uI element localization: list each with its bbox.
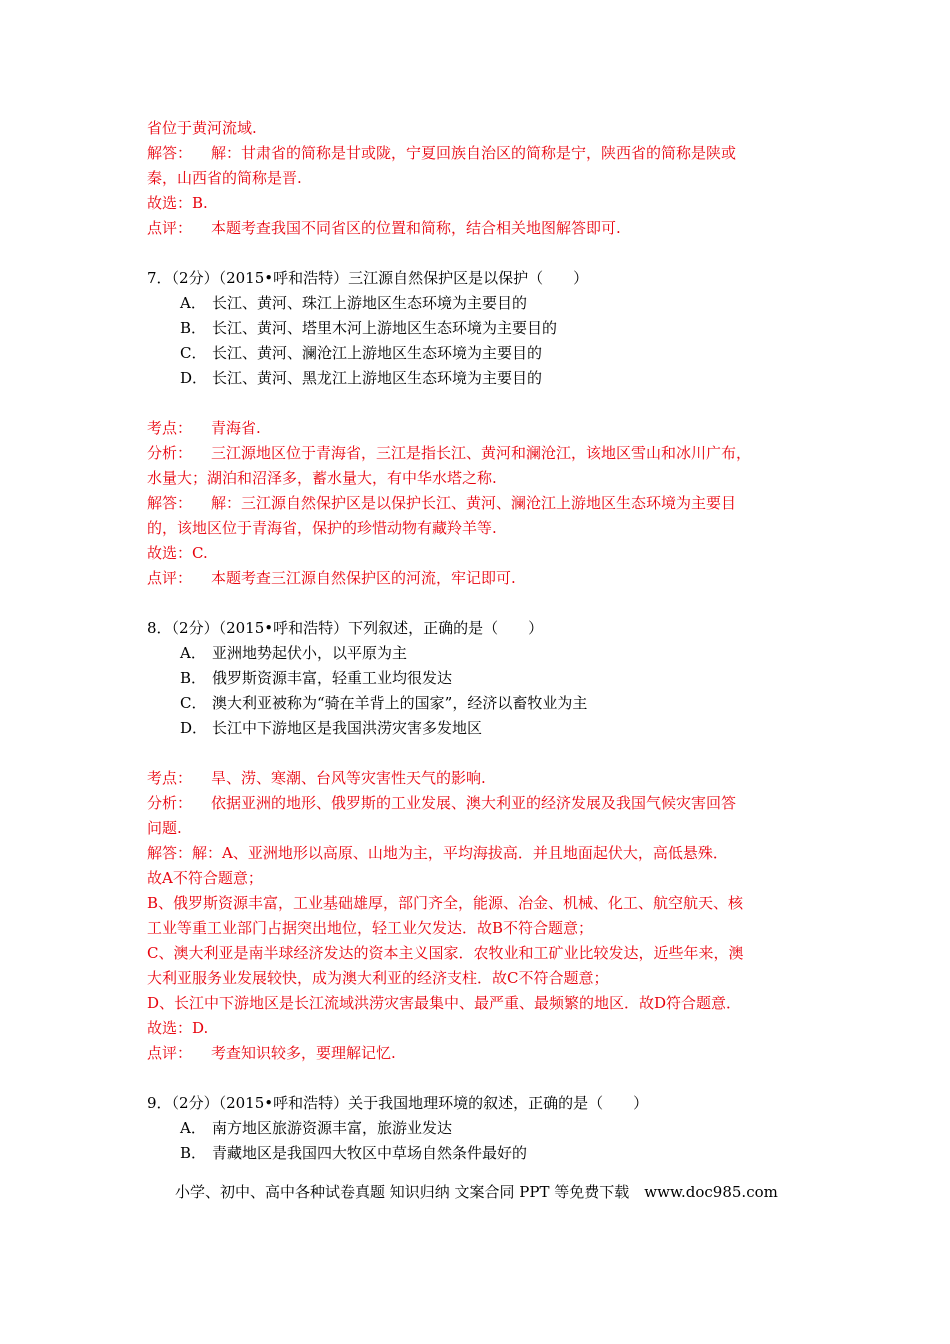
page-footer: 小学、初中、高中各种试卷真题 知识归纳 文案合同 PPT 等免费下载 www.doc985.com — [175, 1183, 778, 1201]
analysis-line: 水量大；湖泊和沼泽多，蓄水量大，有中华水塔之称. — [147, 469, 497, 487]
choice-line: 故选：C. — [147, 544, 208, 562]
option-c — [180, 693, 588, 713]
review-label: 点评： — [147, 569, 193, 587]
option-key: D． — [180, 369, 208, 387]
option-key: A． — [180, 294, 206, 312]
option-text: 南方地区旅游资源丰富，旅游业发达 — [212, 1119, 453, 1137]
answer-line — [147, 843, 728, 863]
option-text: 青藏地区是我国四大牧区中草场自然条件最好的 — [212, 1144, 528, 1162]
option-key: D． — [180, 719, 208, 737]
answer-line: 工业等重工业部门占据突出地位，轻工业欠发达．故B不符合题意； — [147, 919, 594, 937]
option-text: 澳大利亚被称为“骑在羊背上的国家”，经济以畜牧业为主 — [212, 694, 588, 712]
analysis-label: 分析： — [147, 444, 193, 462]
analysis-line — [147, 443, 751, 463]
option-text: 亚洲地势起伏小，以平原为主 — [212, 644, 408, 662]
analysis-text: 三江源地区位于青海省，三江是指长江、黄河和澜沧江，该地区雪山和冰川广布， — [211, 444, 752, 462]
answer-text: 解：甘肃省的简称是甘或陇，宁夏回族自治区的简称是宁，陕西省的简称是陕或 — [211, 144, 737, 162]
point-line — [147, 768, 486, 788]
review-line — [147, 218, 621, 238]
option-key: A． — [180, 644, 206, 662]
option-a — [180, 1118, 453, 1138]
answer-label: 解答： — [147, 144, 193, 162]
question-7-stem: 7．（2分）（2015•呼和浩特）三江源自然保护区是以保护（ ） — [147, 269, 589, 287]
review-line — [147, 1043, 396, 1063]
option-key: A． — [180, 1119, 206, 1137]
answer-line: 的，该地区位于青海省，保护的珍惜动物有藏羚羊等. — [147, 519, 497, 537]
option-key: C． — [180, 694, 207, 712]
option-text: 长江中下游地区是我国洪涝灾害多发地区 — [212, 719, 483, 737]
option-text: 长江、黄河、黑龙江上游地区生态环境为主要目的 — [212, 369, 543, 387]
option-b — [180, 668, 453, 688]
answer-line — [147, 493, 736, 513]
option-d — [180, 718, 483, 738]
option-key: B． — [180, 669, 207, 687]
point-text: 旱、涝、寒潮、台风等灾害性天气的影响. — [211, 769, 486, 787]
question-9-stem: 9．（2分）（2015•呼和浩特）关于我国地理环境的叙述，正确的是（ ） — [147, 1094, 649, 1112]
answer-line: 大利亚服务业发展较快，成为澳大利亚的经济支柱．故C不符合题意； — [147, 969, 609, 987]
answer-text: 解：A、亚洲地形以高原、山地为主，平均海拔高．并且地面起伏大，高低悬殊． — [192, 844, 728, 862]
answer-line: 秦，山西省的简称是晋. — [147, 169, 302, 187]
point-label: 考点： — [147, 769, 193, 787]
analysis-line — [147, 793, 736, 813]
point-line — [147, 418, 261, 438]
review-line — [147, 568, 516, 588]
review-text: 本题考查三江源自然保护区的河流，牢记即可. — [211, 569, 516, 587]
option-d — [180, 368, 543, 388]
answer-line: C、澳大利亚是南半球经济发达的资本主义国家．农牧业和工矿业比较发达，近些年来，澳 — [147, 944, 744, 962]
option-key: B． — [180, 1144, 207, 1162]
option-b — [180, 1143, 528, 1163]
option-text: 长江、黄河、珠江上游地区生态环境为主要目的 — [212, 294, 528, 312]
option-text: 长江、黄河、澜沧江上游地区生态环境为主要目的 — [212, 344, 543, 362]
point-label: 考点： — [147, 419, 193, 437]
option-a — [180, 643, 408, 663]
question-8-stem: 8．（2分）（2015•呼和浩特）下列叙述，正确的是（ ） — [147, 619, 544, 637]
answer-label: 解答： — [147, 844, 193, 862]
option-key: C． — [180, 344, 207, 362]
analysis-text: 依据亚洲的地形、俄罗斯的工业发展、澳大利亚的经济发展及我国气候灾害回答 — [211, 794, 737, 812]
answer-line: D、长江中下游地区是长江流域洪涝灾害最集中、最严重、最频繁的地区．故D符合题意． — [147, 994, 742, 1012]
option-text: 俄罗斯资源丰富，轻重工业均很发达 — [212, 669, 453, 687]
answer-line: B、俄罗斯资源丰富，工业基础雄厚，部门齐全，能源、冶金、机械、化工、航空航天、核 — [147, 894, 744, 912]
option-a — [180, 293, 528, 313]
point-text: 青海省. — [211, 419, 261, 437]
intro-line: 省位于黄河流域. — [147, 119, 257, 137]
answer-line — [147, 143, 736, 163]
review-label: 点评： — [147, 1044, 193, 1062]
analysis-line: 问题. — [147, 819, 182, 837]
option-key: B． — [180, 319, 207, 337]
review-text: 考查知识较多，要理解记忆. — [211, 1044, 396, 1062]
answer-label: 解答： — [147, 494, 193, 512]
answer-text: 解：三江源自然保护区是以保护长江、黄河、澜沧江上游地区生态环境为主要目 — [211, 494, 737, 512]
option-text: 长江、黄河、塔里木河上游地区生态环境为主要目的 — [212, 319, 558, 337]
option-b — [180, 318, 558, 338]
review-label: 点评： — [147, 219, 193, 237]
option-c — [180, 343, 543, 363]
choice-line: 故选：B. — [147, 194, 208, 212]
choice-line: 故选：D. — [147, 1019, 209, 1037]
review-text: 本题考查我国不同省区的位置和简称，结合相关地图解答即可. — [211, 219, 621, 237]
analysis-label: 分析： — [147, 794, 193, 812]
answer-line: 故A不符合题意； — [147, 869, 263, 887]
